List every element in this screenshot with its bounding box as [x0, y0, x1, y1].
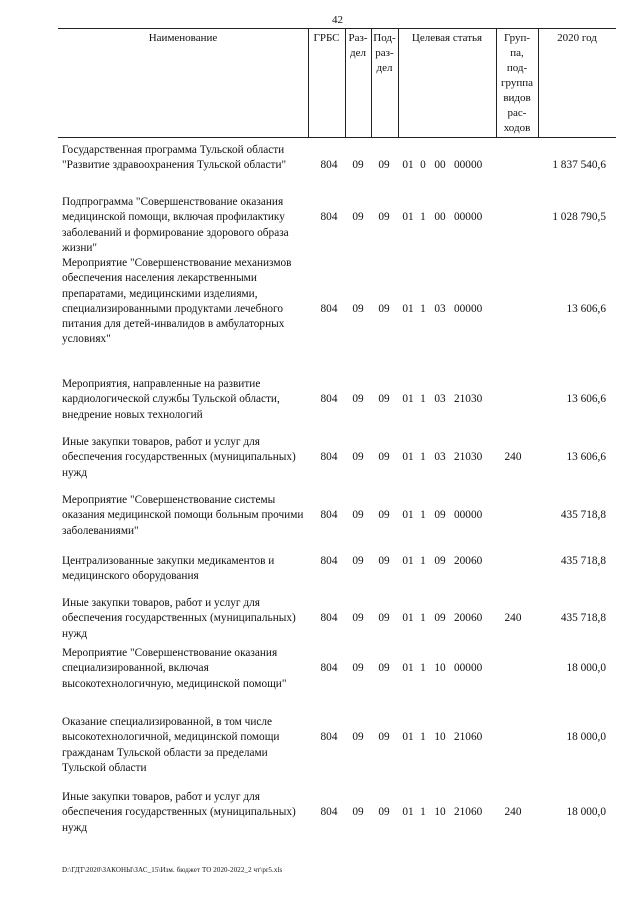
row-razdel: 09: [352, 451, 364, 464]
row-podrazdel: 09: [378, 731, 390, 744]
row-amount: 435 718,8: [560, 612, 606, 625]
table-row: [62, 596, 614, 642]
row-t2: 1: [420, 509, 426, 522]
row-name: Мероприятие "Совершенствование механизмов обеспечения населения лекарственными препаратами, медицинскими изделиями, специализированными продуктами лечебного питания для детей-инвалидов в амбулаторных условиях": [62, 257, 292, 346]
row-podrazdel: 09: [378, 302, 390, 315]
page-number: 42: [332, 14, 343, 26]
row-t1: 01: [402, 393, 414, 406]
table-row: [62, 715, 614, 776]
row-t4: 00000: [454, 159, 483, 172]
row-t3: 09: [434, 612, 446, 625]
table-row: [62, 493, 614, 539]
row-t4: 20060: [454, 555, 483, 567]
row-t1: 01: [402, 509, 414, 522]
header-target-article: Целевая статья: [411, 32, 483, 44]
row-t1: 01: [402, 662, 414, 675]
row-t1: 01: [402, 159, 414, 172]
row-t3: 10: [434, 731, 446, 744]
row-t4: 21030: [454, 393, 483, 406]
row-t1: 01: [402, 806, 414, 819]
row-name: Подпрограмма "Совершенствование оказания медицинской помощи, включая профилактику заболеваний и формирование здорового образа жизни": [62, 196, 289, 254]
row-name: Мероприятие "Совершенствование системы оказания медицинской помощи больным прочими заболеваниями": [62, 494, 304, 537]
table-row: [62, 790, 614, 836]
row-name: Иные закупки товаров, работ и услуг для обеспечения государственных (муниципальных) нужд: [62, 436, 296, 479]
row-name: Мероприятие "Совершенствование оказания специализированной, включая высокотехнологичную, медицинской помощи": [62, 647, 287, 690]
row-grbs: 804: [320, 211, 338, 224]
row-t4: 21060: [454, 731, 483, 744]
row-t2: 1: [420, 662, 426, 675]
row-t3: 10: [434, 806, 446, 819]
row-podrazdel: 09: [378, 159, 390, 172]
row-t2: 0: [420, 159, 426, 172]
table-row: [62, 646, 614, 707]
row-t4: 00000: [454, 509, 483, 522]
row-t4: 21030: [454, 451, 483, 464]
row-t1: 01: [402, 555, 414, 567]
table-row: [62, 554, 614, 585]
row-t2: 1: [420, 451, 426, 464]
table-header: [58, 28, 616, 138]
row-razdel: 09: [352, 509, 364, 522]
table-row: [62, 195, 614, 256]
file-path: D:\ГДТ\2020\ЗАКОНЫ\ЗАС_15\Изм. бюджет ТО 2020-2022_2 чт\pr5.xls: [62, 866, 283, 874]
row-grbs: 804: [320, 451, 338, 464]
row-podrazdel: 09: [378, 662, 390, 675]
row-podrazdel: 09: [378, 211, 390, 224]
row-podrazdel: 09: [378, 393, 390, 406]
row-t3: 03: [434, 393, 446, 406]
header-expense-group: Груп- па, под- группа видов рас- ходов: [500, 32, 534, 134]
row-t2: 1: [420, 555, 426, 567]
row-t4: 00000: [454, 662, 483, 675]
row-grbs: 804: [320, 509, 338, 522]
row-t3: 00: [434, 211, 446, 224]
table-row: [62, 256, 614, 363]
row-name: Централизованные закупки медикаментов и медицинского оборудования: [62, 555, 275, 583]
table-row: [62, 435, 614, 481]
row-t2: 1: [420, 302, 426, 315]
row-razdel: 09: [352, 555, 364, 567]
row-razdel: 09: [352, 662, 364, 675]
row-grbs: 804: [320, 806, 338, 819]
row-razdel: 09: [352, 159, 364, 172]
row-amount: 13 606,6: [566, 393, 606, 406]
row-t2: 1: [420, 612, 426, 625]
row-podrazdel: 09: [378, 509, 390, 522]
row-grbs: 804: [320, 393, 338, 406]
row-podrazdel: 09: [378, 612, 390, 625]
row-t1: 01: [402, 211, 414, 224]
row-t1: 01: [402, 731, 414, 744]
row-amount: 18 000,0: [566, 806, 606, 819]
row-t3: 09: [434, 509, 446, 522]
row-group: 240: [504, 806, 522, 819]
row-group: 240: [504, 612, 522, 625]
row-name: Иные закупки товаров, работ и услуг для обеспечения государственных (муниципальных) нужд: [62, 791, 296, 834]
table-row: [62, 377, 614, 423]
row-grbs: 804: [320, 555, 338, 567]
row-t4: 00000: [454, 302, 483, 315]
row-t3: 09: [434, 555, 446, 567]
header-name: Наименование: [148, 32, 218, 44]
row-t1: 01: [402, 612, 414, 625]
row-t4: 20060: [454, 612, 483, 625]
row-grbs: 804: [320, 662, 338, 675]
row-amount: 18 000,0: [566, 731, 606, 744]
row-t2: 1: [420, 731, 426, 744]
row-amount: 18 000,0: [566, 662, 606, 675]
row-amount: 1 028 790,5: [552, 211, 606, 224]
row-t4: 21060: [454, 806, 483, 819]
row-t2: 1: [420, 211, 426, 224]
row-podrazdel: 09: [378, 451, 390, 464]
row-podrazdel: 09: [378, 555, 390, 567]
row-grbs: 804: [320, 612, 338, 625]
row-name: Оказание специализированной, в том числе высокотехнологичной, медицинской помощи гражданам Тульской области за пределами Тульской области: [62, 716, 280, 774]
row-name: Государственная программа Тульской области "Развитие здравоохранения Тульской области": [62, 144, 287, 172]
row-podrazdel: 09: [378, 806, 390, 819]
row-name: Мероприятия, направленные на развитие кардиологической службы Тульской области, внедрение новых технологий: [62, 378, 280, 421]
row-t3: 03: [434, 451, 446, 464]
row-razdel: 09: [352, 731, 364, 744]
row-amount: 1 837 540,6: [552, 159, 606, 172]
row-t3: 10: [434, 662, 446, 675]
row-t2: 1: [420, 393, 426, 406]
row-amount: 13 606,6: [566, 302, 606, 315]
row-grbs: 804: [320, 302, 338, 315]
header-grbs: ГРБС: [313, 32, 340, 44]
row-amount: 435 718,8: [560, 509, 606, 522]
row-razdel: 09: [352, 393, 364, 406]
row-t3: 03: [434, 302, 446, 315]
row-grbs: 804: [320, 159, 338, 172]
row-amount: 13 606,6: [566, 451, 606, 464]
row-t1: 01: [402, 451, 414, 464]
row-t1: 01: [402, 302, 414, 315]
row-razdel: 09: [352, 806, 364, 819]
row-t4: 00000: [454, 211, 483, 224]
header-razdel: Раз- дел: [348, 32, 368, 59]
row-t3: 00: [434, 159, 446, 172]
row-name: Иные закупки товаров, работ и услуг для обеспечения государственных (муниципальных) нужд: [62, 597, 296, 640]
row-razdel: 09: [352, 612, 364, 625]
row-group: 240: [504, 451, 522, 464]
row-razdel: 09: [352, 302, 364, 315]
header-year: 2020 год: [557, 32, 597, 44]
row-razdel: 09: [352, 211, 364, 224]
row-amount: 435 718,8: [560, 555, 606, 567]
header-podrazdel: Под- раз- дел: [373, 32, 396, 74]
row-t2: 1: [420, 806, 426, 819]
row-grbs: 804: [320, 731, 338, 744]
table-row: [62, 143, 614, 189]
